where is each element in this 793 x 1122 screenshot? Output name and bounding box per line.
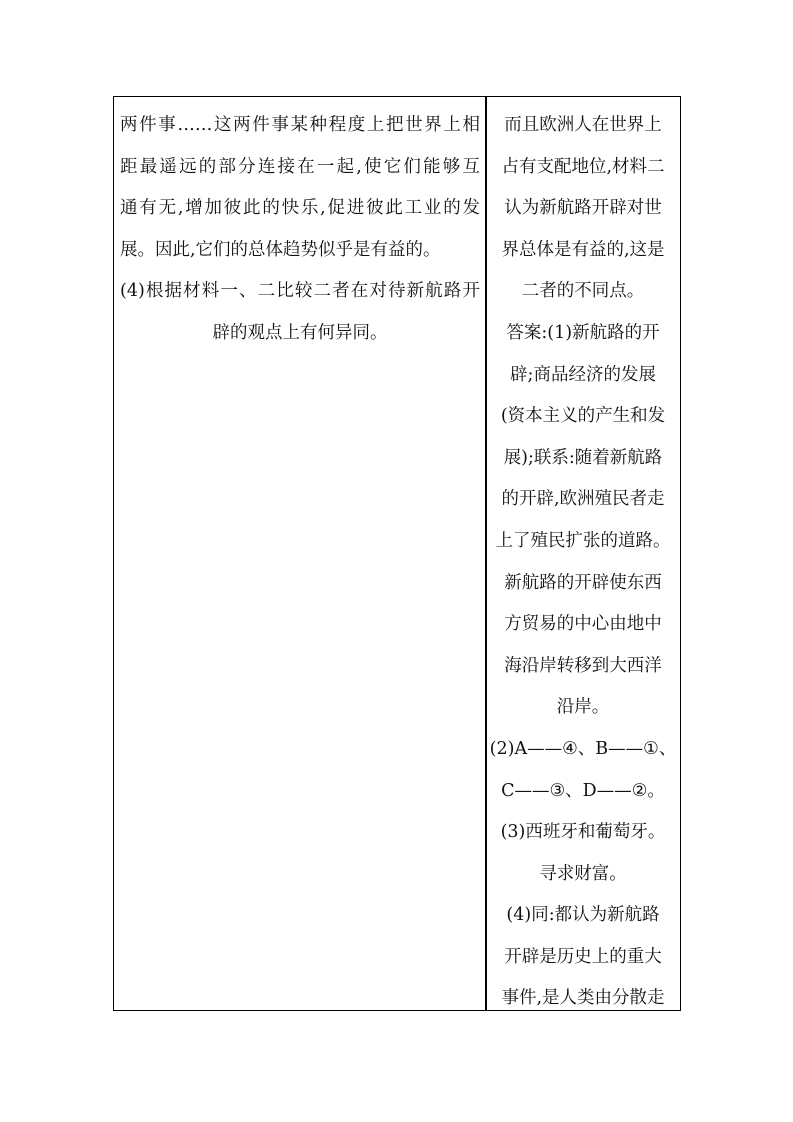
answer-column	[489, 105, 677, 1020]
answer-line: 二者的不同点。	[521, 281, 645, 302]
answer-line: 寻求财富。	[539, 863, 627, 884]
column-divider	[485, 97, 487, 1010]
question-line: (4)根据材料一、二比较二者在对待新航路开	[120, 281, 480, 302]
answer-line: (3)西班牙和葡萄牙。	[500, 822, 666, 843]
answer-line: 的开辟,欧洲殖民者走	[501, 489, 665, 510]
answer-line: 方贸易的中心由地中	[504, 614, 662, 635]
answer-line: 新航路的开辟使东西	[504, 572, 662, 593]
question-line: 辟的观点上有何异同。	[212, 322, 388, 343]
question-line: 距最遥远的部分连接在一起,使它们能够互	[120, 156, 480, 177]
answer-line: 认为新航路开辟对世	[504, 198, 662, 219]
question-line: 展。因此,它们的总体趋势似乎是有益的。	[120, 239, 441, 260]
answer-line: 而且欧洲人在世界上	[504, 115, 662, 135]
answer-line: 海沿岸转移到大西洋	[504, 655, 662, 676]
answer-table	[113, 96, 681, 1011]
answer-line: 沿岸。	[556, 697, 610, 718]
answer-line: 占有支配地位,材料二	[501, 156, 665, 177]
question-line: 两件事……这两件事某种程度上把世界上相	[120, 115, 480, 135]
answer-line: (资本主义的产生和发	[500, 406, 666, 427]
answer-line: (4)同:都认为新航路	[506, 905, 660, 926]
answer-line: 上了殖民扩张的道路。	[495, 530, 671, 551]
answer-line: C——③、D——②。	[501, 780, 665, 801]
answer-line: 展);联系:随着新航路	[503, 447, 663, 468]
answer-line: 答案:(1)新航路的开	[506, 322, 660, 343]
answer-line: 辟;商品经济的发展	[510, 364, 656, 385]
answer-line: 界总体是有益的,这是	[501, 239, 665, 260]
question-column	[120, 105, 480, 355]
answer-line: 开辟是历史上的重大	[504, 946, 662, 967]
answer-line: (2)A——④、B——①、	[489, 738, 677, 759]
question-line: 通有无,增加彼此的快乐,促进彼此工业的发	[120, 198, 480, 219]
answer-line: 事件,是人类由分散走	[501, 988, 665, 1009]
